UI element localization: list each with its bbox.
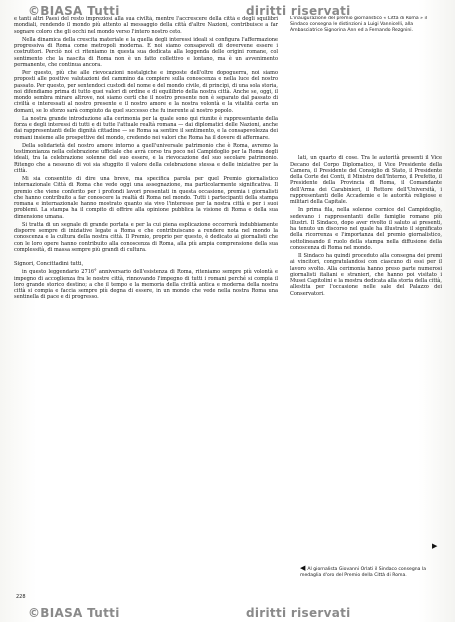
bottom-caption [300,566,440,579]
triangle-right-icon: ▶ [432,542,438,550]
watermark-top-right: diritti riservati [246,4,351,18]
bottom-caption-text: Al giornalista Giovanni Orlati il Sindaco consegna la medaglia d'oro del Premio della Città di Roma. [300,567,427,578]
side-column [290,16,442,590]
closing-paragraph: in questo leggendario 2716° anniversario dell'esistenza di Roma, riteniamo sempre più volontà e impegno di accoglienza fra le nostre città, rinnovando l'impegno di tutti i romani perché si compia il loro grande storico destino; a che il tempo e la memoria della civiltà antica e moderna della nostra città si compia e faccia sempre più degna di essere, in un mondo che vede nella nostra Roma una sentinella di pace e di progresso. [14,269,278,301]
main-paragraph-5: Della solidarietà del nostro amore intorno a quell'universale patrimonio che è Roma, avremo la testimonianza nella celebrazione ufficiale che avrà corso tra poco nel Campidoglio per la Roma degli ideali, tra la celebrazione solenne del suo essere, e la rievocazione del suo secolare patrimonio. Ritengo che a nessuno di voi sia sfuggito il valore della celebrazione stessa e delle iniziative per la città. [14,142,278,174]
watermark-bottom-left: ©BIASA Tutti [28,606,120,620]
side-paragraph-2: In prima fila, nella solenne cornice del Campidoglio, sedevano i rappresentanti delle famiglie romane più illustri. Il Sindaco, dopo aver rivolto il saluto ai presenti, ha tenuto un discorso nel quale ha illustrato il significato della ricorrenza e l'importanza del premio giornalistico, sottolineando il ruolo della stampa nella diffusione della conoscenza di Roma nel mondo. [290,207,442,251]
main-paragraph-1: e tanti altri Paesi del resto impreziosi alla sua civiltà, mentre l'accrescere della città e degli squilibri mondiali, rendendo il mondo più attento al messaggio della città d'altre Nazioni, contribuisce a far sognare coloro che gli occhi nel mondo verso l'intero nostro ceto. [14,16,278,35]
photo-area-spacer [290,39,442,155]
top-caption: L'inaugurazione del premio giornalistico « Città di Roma » il Sindaco consegna le distinzioni a Luigi Vannicelli, alla Ambasciatrice Signorina Ann ed a Fernando Rezgnini. [290,16,428,33]
main-paragraph-2: Nella dinamica della crescita materiale e la quella degli interessi ideali si configura l'affermazione progressiva di Roma come metropoli moderna. E noi siamo consapevoli di dovervene essere i costruttori. Perciò noi ci riteniamo in questa sua dedicata alla leggenda delle origini romane, col sentimento che la nascita di Roma non è un fatto collettivo e lontano, ma è un avvenimento permanente, che continua ancora. [14,36,278,68]
side-paragraph-3: Il Sindaco ha quindi proceduto alla consegna dei premi ai vincitori, congratulandosi con ciascuno di essi per il lavoro svolto. Alla cerimonia hanno preso parte numerosi giornalisti italiani e stranieri, che hanno poi visitato i Musei Capitolini e la mostra dedicata alla storia della città, allestita per l'occasione nelle sale del Palazzo dei Conservatori. [290,253,442,297]
main-paragraph-4: La nostra grande introduzione alla cerimonia per la quale sono qui riunite è rappresentante della forza e degli interessi di tutti e di tutte l'attuale realtà romana — dai diplomatici delle Nazioni, anche dai rappresentanti delle dignità cittadine — se Roma sa sentire il sentimento, e la consapevolezza dei romani insieme alle prospettive del mondo, credendo nei valori che Roma ha il dovere di affermare. [14,115,278,141]
watermark-bottom-right: diritti riservati [246,606,351,620]
side-paragraph-1: lati, un quarto di cose. Tra le autorità presenti il Vice Decano del Corpo Diplomatico, il Vice Presidente della Camera, il Presidente del Consiglio di Stato, il Presidente della Corte dei Conti, il Ministro dell'Interno, il Prefetto, il Presidente della Provincia di Roma, il Comandante dell'Arma dei Carabinieri, il Rettore dell'Università, i rappresentanti delle Accademie e le autorità religiose e militari della Capitale. [290,155,442,206]
watermark-top-left: ©BIASA Tutti [28,4,120,18]
page-number: 228 [16,594,26,600]
side-text [290,155,442,297]
main-column [14,16,278,590]
main-paragraph-3: Per questo, più che alle rievocazioni nostalgiche e imposte dell'oltre dopoguerra, noi siamo proposti alle positive valutazioni del cammino da compiere sulla conoscenza e nella luce del nostro passato. Per questo, per sentendoci custodi del nome e del mondo civile, di principi, di una sola storia, noi difendiamo prima di tutto quei valori di ordine e di equilibrio della nostra città. Anche se, oggi, il mondo sembra mirare altrove, noi siamo certi che il nostro presente non è separato dal passato di civiltà e interessati al nostro presente e il nostro amore e la nostra volontà e la vitalità certa un domani, se lo sforzo sarà compiuto da quel successo che fu inerente al nostro popolo. [14,70,278,114]
main-paragraph-7: Si tratta di un segnale di grande portata e per la cui piena esplicazione occorrerà indubbiamente disporre sempre di iniziative legate a Roma e che contribuiscano a rendere nota nel mondo la conoscenza e la cultura della nostra città. Il Premio, proprio per questo, è dedicato ai giornalisti che con le loro opere hanno contribuito alla conoscenza di Roma, alla più ampia comprensione della sua complessità, di massa sempre più grandi di cultura. [14,221,278,253]
triangle-left-icon: ◀ [300,564,306,572]
main-paragraph-6: Mi sia consentito di dire una breve, ma specifica parola per quel Premio giornalistico internazionale Città di Roma che vede oggi una assegnazione, ma particolarmente significativa. Il premio che viene conferito per i profondi lavori presentati in questa occasione, premia i giornalisti che hanno contribuito a far conoscere la realtà di Roma nel mondo. Tutti i partecipanti della stampa romana e internazionale hanno mostrato quanto sia vivo l'interesse per la nostra città e per i suoi problemi. La stampa ha il compito di offrire alla opinione pubblica la visione di Roma e della sua dimensione umana. [14,176,278,220]
greeting: Signori, Concittadini tutti, [14,261,84,267]
